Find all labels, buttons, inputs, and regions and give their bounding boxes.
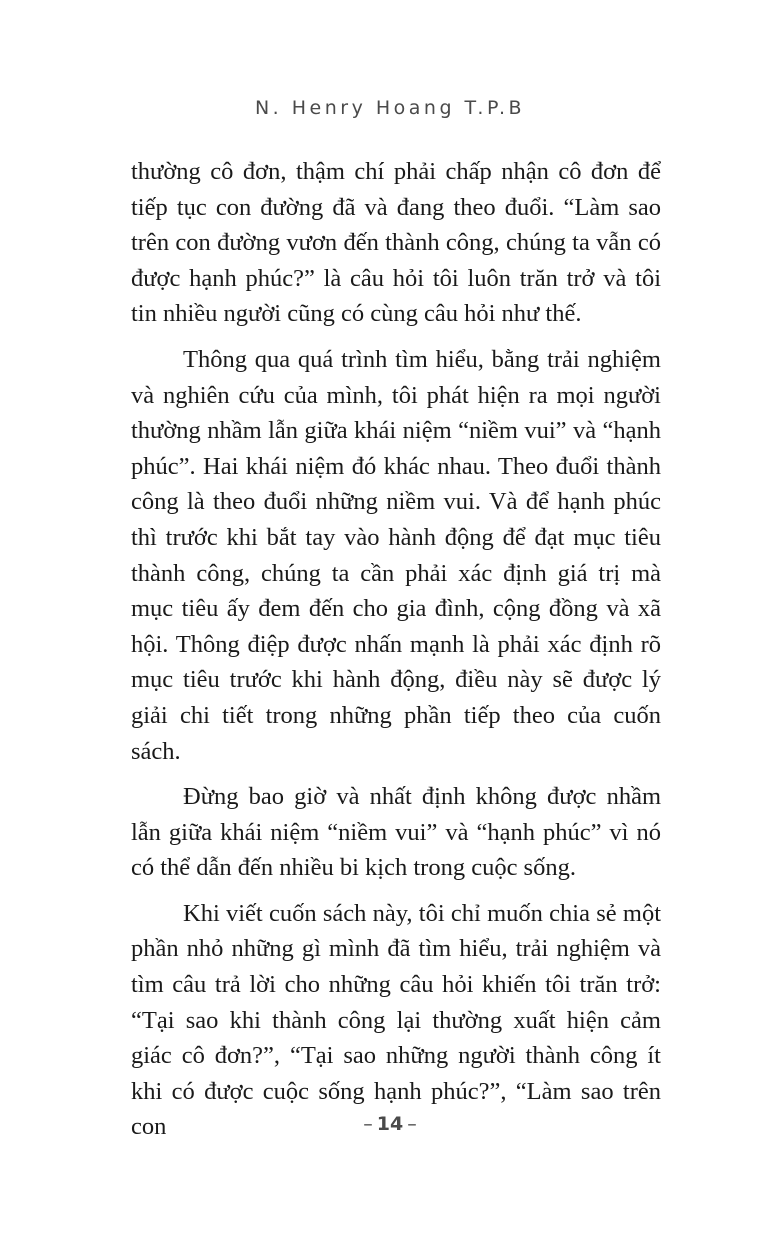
page-number: 14 [376, 1113, 404, 1135]
page-number-footer [0, 1110, 780, 1138]
body-text [131, 154, 661, 1155]
paragraph-continued: thường cô đơn, thậm chí phải chấp nhận cô đơn để tiếp tục con đường đã và đang theo đuổi. “Làm sao trên con đường vươn đến thành công, chúng ta vẫn có được hạnh phúc?” là câu hỏi tôi luôn trăn trở và tôi tin nhiều người cũng có cùng câu hỏi như thế. [131, 158, 661, 328]
running-header-author: N. Henry Hoang T.P.B [254, 97, 526, 119]
paragraph: Đừng bao giờ và nhất định không được nhầm lẫn giữa khái niệm “niềm vui” và “hạnh phúc” vì nó có thể dẫn đến nhiều bi kịch trong cuộc sống. [131, 783, 661, 882]
paragraph: Khi viết cuốn sách này, tôi chỉ muốn chia sẻ một phần nhỏ những gì mình đã tìm hiểu, trải nghiệm và tìm câu trả lời cho những câu hỏi khiến tôi trăn trở: “Tại sao khi thành công lại thường xuất hiện cảm giác cô đơn?”, “Tại sao những người thành công ít khi có được cuộc sống hạnh phúc?”, “Làm sao trên con [131, 899, 661, 1141]
paragraph: Thông qua quá trình tìm hiểu, bằng trải nghiệm và nghiên cứu của mình, tôi phát hiện ra mọi người thường nhầm lẫn giữa khái niệm “niềm vui” và “hạnh phúc”. Hai khái niệm đó khác nhau. Theo đuổi thành công là theo đuổi những niềm vui. Và để hạnh phúc thì trước khi bắt tay vào hành động để đạt mục tiêu thành công, chúng ta cần phải xác định giá trị mà mục tiêu ấy đem đến cho gia đình, cộng đồng và xã hội. Thông điệp được nhấn mạnh là phải xác định rõ mục tiêu trước khi hành động, điều này sẽ được lý giải chi tiết trong những phần tiếp theo của cuốn sách. [131, 345, 661, 765]
folio-dash-right: – [407, 1113, 417, 1135]
folio-dash-left: – [363, 1113, 373, 1135]
